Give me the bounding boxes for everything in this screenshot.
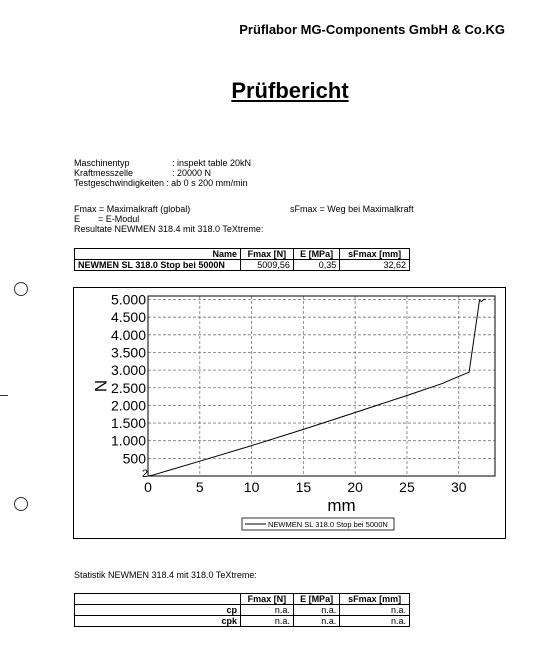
table-row (75, 260, 410, 271)
stats-header-fmax: Fmax [N] (241, 594, 294, 605)
chart-svg (74, 288, 505, 538)
col-header-name: Name (75, 249, 241, 260)
x-tick-label: 5 (195, 479, 204, 495)
y-tick-label: 1.000 (110, 432, 146, 449)
table-row (75, 616, 410, 627)
machine-type-label: Maschinentyp (74, 158, 130, 168)
stats-header-empty (75, 594, 241, 605)
sfmax-definition: sFmax = Weg bei Maximalkraft (290, 204, 414, 214)
statistics-table (74, 593, 410, 627)
results-title: Resultate NEWMEN 318.4 mit 318.0 TeXtreme: (74, 224, 264, 234)
cell-fmax: 5009,56 (241, 260, 294, 271)
fmax-definition: Fmax = Maximalkraft (global) (74, 204, 191, 214)
y-axis-label: N (91, 379, 111, 393)
x-tick-label: 10 (243, 479, 260, 495)
stats-cell: n.a. (340, 616, 410, 627)
start-marker-label: 2 (141, 467, 149, 480)
results-header-row (75, 249, 410, 260)
load-cell-value: : 20000 N (172, 168, 212, 178)
stats-cell: n.a. (340, 605, 410, 616)
table-row (75, 605, 410, 616)
stats-cell: n.a. (293, 605, 339, 616)
col-header-sfmax: sFmax [mm] (340, 249, 410, 260)
statistics-title: Statistik NEWMEN 318.4 mit 318.0 TeXtreme: (74, 570, 257, 580)
e-symbol: E (74, 214, 81, 224)
results-table (74, 248, 410, 271)
e-meaning: = E-Modul (98, 214, 140, 224)
page-title: Prüfbericht (231, 78, 349, 103)
y-tick-label: 3.000 (110, 362, 146, 379)
stats-row-label: cpk (75, 616, 241, 627)
load-cell-label: Kraftmesszelle (74, 168, 134, 178)
stats-cell: n.a. (293, 616, 339, 627)
x-tick-label: 15 (295, 479, 312, 495)
fold-mark (0, 395, 8, 396)
y-tick-label: 3.500 (110, 344, 146, 361)
y-tick-label: 2.000 (110, 397, 146, 414)
punch-hole-bottom (14, 497, 28, 511)
x-tick-label: 20 (347, 479, 363, 495)
y-tick-label: 5.000 (110, 291, 146, 308)
punch-hole-top (14, 282, 28, 296)
e-definition (74, 214, 139, 224)
test-speed-label: Testgeschwindigkeiten (74, 178, 165, 188)
x-tick-label: 25 (399, 479, 415, 495)
y-tick-label: 2.500 (110, 379, 146, 396)
machine-info (74, 158, 251, 188)
y-tick-label: 1.500 (110, 415, 146, 432)
stats-header-sfmax: sFmax [mm] (340, 594, 410, 605)
stats-header-e: E [MPa] (293, 594, 339, 605)
cell-e: 0,35 (293, 260, 339, 271)
y-tick-label: 4.000 (110, 326, 146, 343)
y-tick-label: 500 (122, 450, 146, 467)
stats-cell: n.a. (241, 605, 294, 616)
x-tick-label: 30 (450, 479, 467, 495)
y-tick-label: 4.500 (110, 309, 146, 326)
col-header-e: E [MPa] (293, 249, 339, 260)
cell-sfmax: 32,62 (340, 260, 410, 271)
x-axis-label: mm (327, 496, 356, 515)
machine-type-value: : inspekt table 20kN (172, 158, 252, 168)
stats-row-label: cp (75, 605, 241, 616)
col-header-fmax: Fmax [N] (241, 249, 294, 260)
stats-header-row (75, 594, 410, 605)
test-speed-value: : ab 0 s 200 mm/min (166, 178, 248, 188)
force-displacement-chart (73, 287, 506, 539)
company-name: Prüflabor MG-Components GmbH & Co.KG (239, 22, 505, 37)
legend-label: NEWMEN SL 318.0 Stop bei 5000N (268, 520, 388, 529)
stats-cell: n.a. (241, 616, 294, 627)
cell-name: NEWMEN SL 318.0 Stop bei 5000N (75, 260, 241, 271)
x-tick-label: 0 (144, 479, 152, 495)
